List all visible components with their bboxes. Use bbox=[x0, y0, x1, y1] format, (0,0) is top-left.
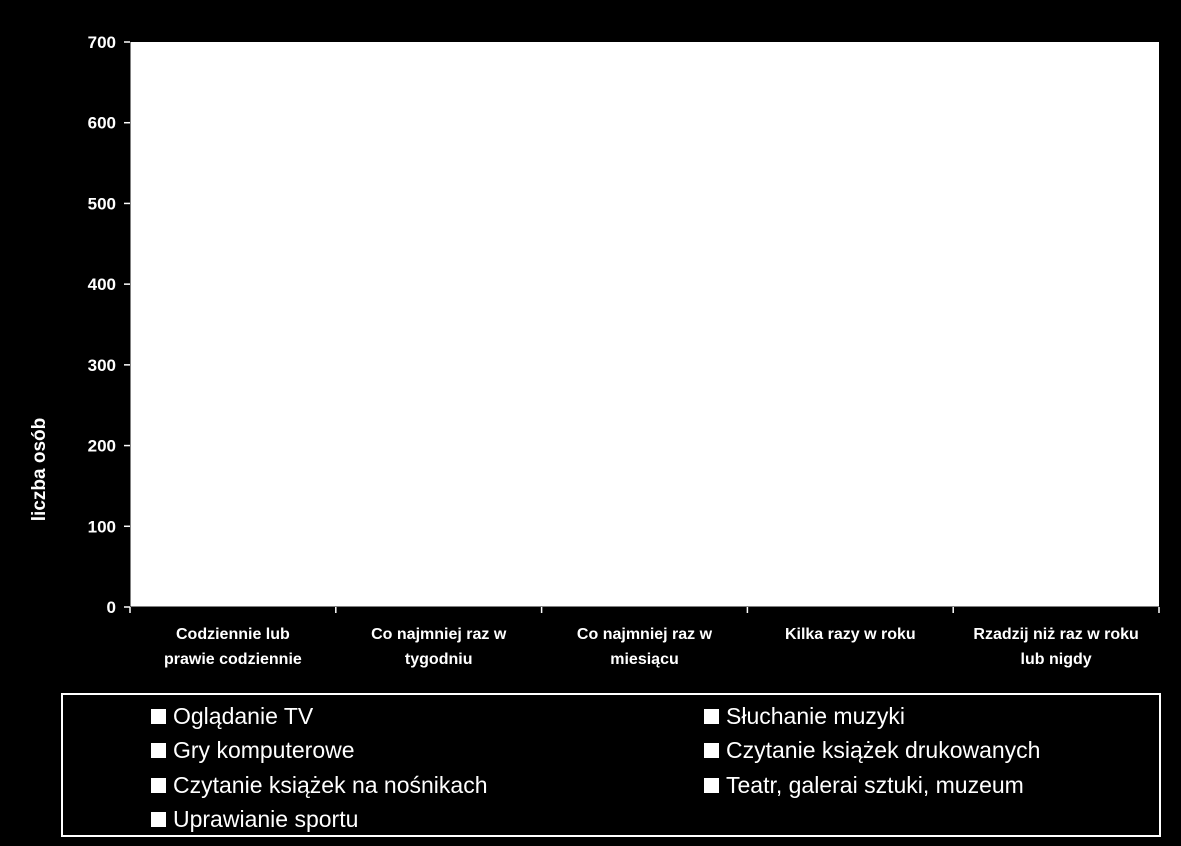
legend-item bbox=[704, 701, 905, 731]
y-tick-label: 0 bbox=[106, 598, 116, 617]
legend-item bbox=[151, 770, 488, 800]
y-tick-label: 400 bbox=[87, 275, 116, 295]
x-axis bbox=[130, 607, 1159, 668]
legend-label: Czytanie książek drukowanych bbox=[726, 736, 1041, 763]
legend-label: Czytanie książek na nośnikach bbox=[173, 771, 488, 798]
legend-swatch-icon bbox=[151, 743, 166, 758]
legend-label: Oglądanie TV bbox=[173, 702, 314, 729]
legend-swatch-icon bbox=[704, 778, 719, 793]
legend-item bbox=[704, 735, 1040, 765]
legend-item bbox=[151, 735, 355, 765]
plot-area bbox=[130, 42, 1159, 607]
legend-item bbox=[151, 804, 358, 834]
legend-swatch-icon bbox=[704, 709, 719, 724]
y-tick-label: 600 bbox=[87, 113, 116, 133]
legend-swatch-icon bbox=[151, 812, 166, 827]
y-axis bbox=[88, 33, 130, 617]
legend bbox=[61, 693, 1161, 837]
y-tick-label: 700 bbox=[87, 33, 116, 52]
legend-swatch-icon bbox=[704, 743, 719, 758]
x-category-label: Rzadzij niż raz w roku lub nigdy bbox=[973, 626, 1139, 668]
x-category-label: Kilka razy w roku bbox=[784, 626, 916, 643]
legend-item bbox=[704, 770, 1024, 800]
y-axis-label: liczba osób bbox=[29, 417, 50, 522]
y-tick-label: 500 bbox=[87, 194, 116, 214]
legend-label: Gry komputerowe bbox=[173, 736, 355, 763]
x-category-label: Codziennie lub prawie codziennie bbox=[163, 626, 302, 668]
legend-label: Słuchanie muzyki bbox=[726, 702, 905, 729]
legend-item bbox=[151, 701, 313, 731]
legend-label: Uprawianie sportu bbox=[173, 805, 359, 832]
legend-label: Teatr, galerai sztuki, muzeum bbox=[726, 771, 1024, 798]
y-tick-label: 100 bbox=[87, 517, 116, 537]
y-tick-label: 200 bbox=[87, 436, 116, 456]
x-category-label: Co najmniej raz w miesiącu bbox=[576, 626, 713, 668]
legend-swatch-icon bbox=[151, 709, 166, 724]
x-category-label: Co najmniej raz w tygodniu bbox=[371, 626, 507, 668]
legend-swatch-icon bbox=[151, 778, 166, 793]
y-tick-label: 300 bbox=[87, 355, 116, 375]
